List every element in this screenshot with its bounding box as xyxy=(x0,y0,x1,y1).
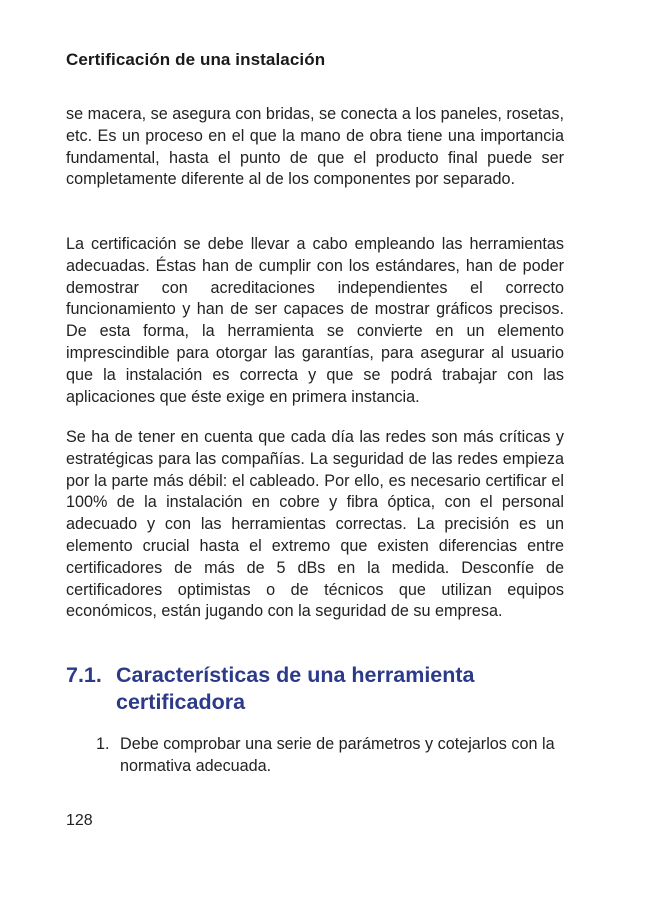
running-header: Certificación de una instalación xyxy=(66,50,326,69)
page-number: 128 xyxy=(66,812,93,829)
section-heading xyxy=(66,662,566,716)
list-item-marker: 1. xyxy=(96,735,110,753)
section-title: Características de una herramienta certificadora xyxy=(116,663,475,714)
paragraph-1: se macera, se asegura con bridas, se conecta a los paneles, rosetas, etc. Es un proceso en el que la mano de obra tiene una importancia fundamental, hasta el punto de que el producto final puede ser completamente diferente al de los componentes por separado. xyxy=(66,105,564,189)
paragraph-3: Se ha de tener en cuenta que cada día las redes son más críticas y estratégicas para las compañías. La seguridad de las redes empieza por la parte más débil: el cableado. Por ello, es necesario certificar el 100% de la instalación en cobre y fibra óptica, con el personal adecuado y con las herramientas correctas. La precisión es un elemento crucial hasta el extremo que existen diferencias entre certificadores de más de 5 dBs en la medida. Desconfíe de certificadores optimistas o de técnicos que utilizan equipos económicos, están jugando con la seguridad de su empresa. xyxy=(66,428,564,621)
list-item-text: Debe comprobar una serie de parámetros y cotejarlos con la normativa adecuada. xyxy=(120,735,555,775)
list-item xyxy=(96,734,566,778)
numbered-list xyxy=(96,734,566,778)
section-number: 7.1. xyxy=(66,663,102,687)
paragraph-2: La certificación se debe llevar a cabo empleando las herramientas adecuadas. Éstas han de cumplir con los estándares, han de poder demostrar con acreditaciones independientes el correcto funcionamiento y han de ser capaces de mostrar gráficos precisos. De esta forma, la herramienta se convierte en un elemento imprescindible para otorgar las garantías, para asegurar al usuario que la instalación es correcta y que se podrá trabajar con las aplicaciones que éste exige en primera instancia. xyxy=(66,235,564,406)
